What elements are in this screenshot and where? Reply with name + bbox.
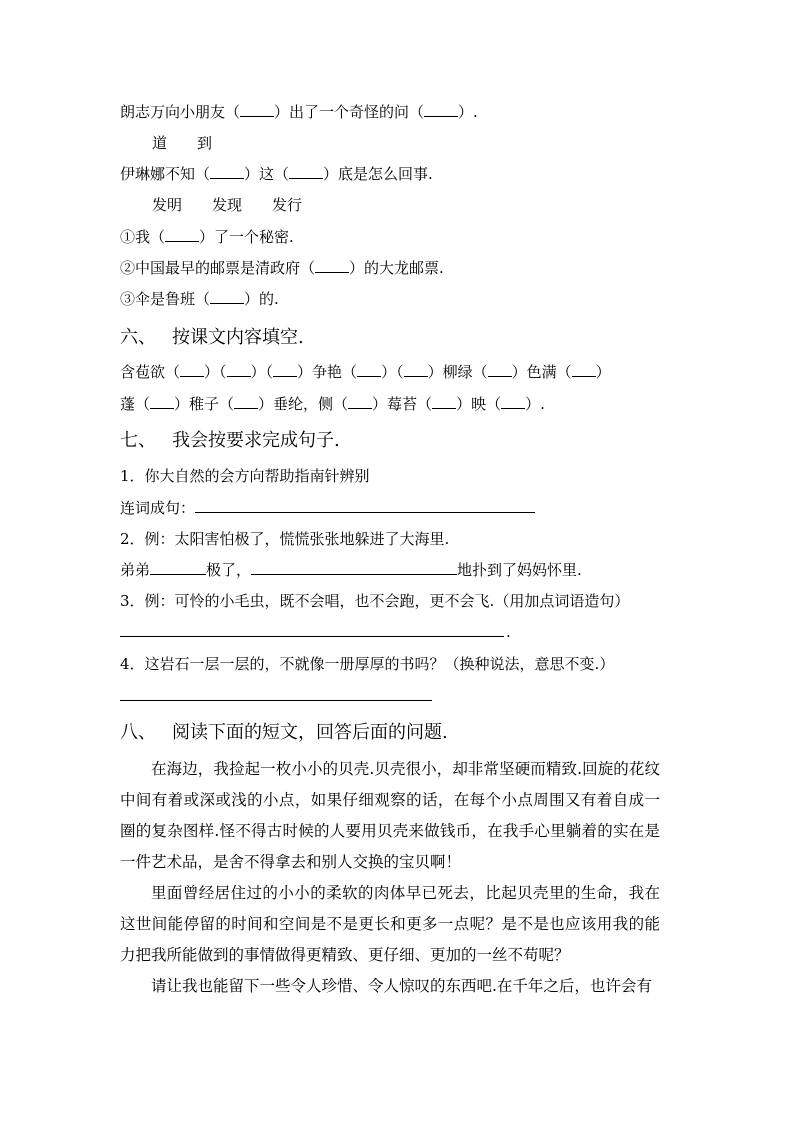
blank[interactable] bbox=[572, 362, 596, 377]
q7-item-1: 1．你大自然的会方向帮助指南针辨别 bbox=[120, 467, 370, 485]
blank[interactable] bbox=[150, 394, 174, 409]
q7-item-3: 3．例：可怜的小毛虫，既不会唱，也不会跑，更不会飞.（用加点词语造句） bbox=[120, 592, 630, 610]
q6-row-1: 含苞欲（ ）（ ）（ ）争艳（ ）（ ）柳绿（ ）色满（ ） bbox=[120, 363, 611, 381]
blank[interactable] bbox=[501, 394, 525, 409]
blank[interactable] bbox=[210, 289, 244, 304]
blank[interactable] bbox=[357, 362, 381, 377]
answer-line[interactable] bbox=[251, 560, 457, 575]
answer-line[interactable] bbox=[150, 560, 206, 575]
blank[interactable] bbox=[315, 258, 349, 273]
q5-line-1: 朗志万向小朋友（ ）出了一个奇怪的问（ ）. bbox=[120, 103, 478, 121]
blank[interactable] bbox=[210, 164, 244, 179]
blank[interactable] bbox=[234, 394, 258, 409]
blank[interactable] bbox=[180, 362, 204, 377]
blank[interactable] bbox=[289, 164, 323, 179]
q5-line-2: 伊琳娜不知（ ）这（ ）底是怎么回事. bbox=[120, 165, 433, 183]
q7-item-4-answer-line[interactable] bbox=[120, 700, 432, 701]
q7-item-2-answer: 弟弟 极了， 地扑到了妈妈怀里. bbox=[120, 561, 582, 579]
blank[interactable] bbox=[273, 362, 297, 377]
blank[interactable] bbox=[240, 102, 274, 117]
blank[interactable] bbox=[424, 102, 458, 117]
blank[interactable] bbox=[404, 362, 428, 377]
answer-line[interactable] bbox=[195, 498, 535, 513]
blank[interactable] bbox=[348, 394, 372, 409]
section-7-heading: 七、 我会按要求完成句子. bbox=[120, 430, 340, 451]
q7-item-2: 2．例：太阳害怕极了，慌慌张张地躲进了大海里. bbox=[120, 530, 450, 548]
period: . bbox=[506, 623, 511, 641]
reading-paragraph-3: 请让我也能留下一些令人珍惜、令人惊叹的东西吧.在千年之后，也许会有 bbox=[151, 977, 652, 995]
reading-paragraph-1: 在海边，我捡起一枚小小的贝壳.贝壳很小，却非常坚硬而精致.回旋的花纹中间有着或深或浅的小点，如果仔细观察的话，在每个小点周围又有着自成一圈的复杂图样.怪不得古时候的人要用贝壳来做钱币，在我手心里躺着的实在是一件艺术品，是舍不得拿去和别人交换的宝贝啊！ bbox=[120, 760, 660, 871]
q5-sentence-1: ①我（ ）了一个秘密. bbox=[120, 228, 294, 246]
blank[interactable] bbox=[227, 362, 251, 377]
section-8-heading: 八、 阅读下面的短文，回答后面的问题. bbox=[120, 722, 448, 743]
blank[interactable] bbox=[165, 227, 199, 242]
q7-item-1-answer: 连词成句： bbox=[120, 498, 535, 518]
q5-sentence-3: ③伞是鲁班（ ）的. bbox=[120, 290, 279, 308]
blank[interactable] bbox=[432, 394, 456, 409]
q7-item-3-answer-line[interactable] bbox=[120, 636, 504, 637]
reading-paragraph-2: 里面曾经居住过的小小的柔软的肉体早已死去，比起贝壳里的生命，我在这世间能停留的时间和空间是不是更长和更多一点呢？是不是也应该用我的能力把我所能做到的事情做得更精致、更仔细、更加的一丝不苟呢？ bbox=[120, 884, 660, 964]
q5-options-2: 发明 发现 发行 bbox=[152, 196, 303, 214]
blank[interactable] bbox=[488, 362, 512, 377]
section-6-heading: 六、 按课文内容填空. bbox=[120, 327, 304, 348]
q7-item-4: 4．这岩石一层一层的，不就像一册厚厚的书吗？（换种说法，意思不变.） bbox=[120, 655, 615, 673]
q5-options-1: 道 到 bbox=[152, 134, 213, 152]
q6-row-2: 蓬（ ）稚子（ ）垂纶，侧（ ）莓苔（ ）映（ ）. bbox=[120, 395, 545, 413]
q5-sentence-2: ②中国最早的邮票是清政府（ ）的大龙邮票. bbox=[120, 259, 444, 277]
